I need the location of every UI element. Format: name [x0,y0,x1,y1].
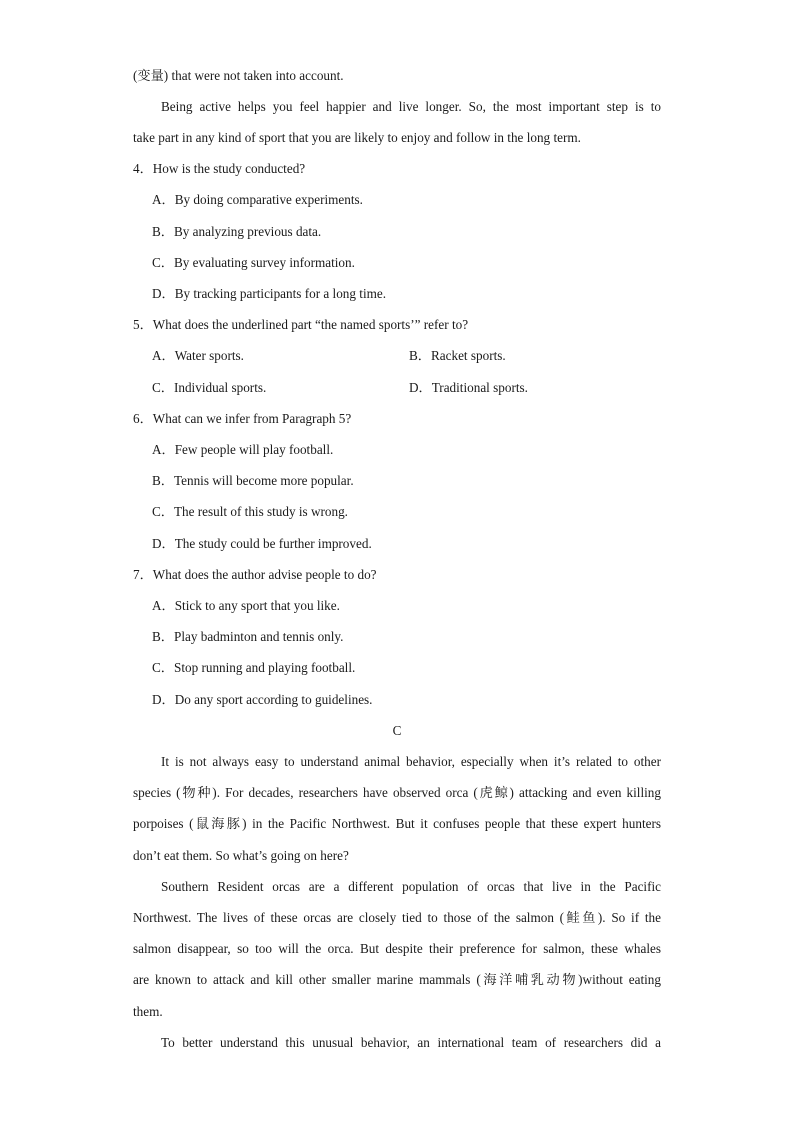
question-stem: 7．What does the author advise people to do? [133,567,377,582]
passage-line: (变量) that were not taken into account. [133,68,344,83]
answer-option: A．Few people will play football. [152,442,334,457]
answer-option: B．By analyzing previous data. [152,224,322,239]
passage-paragraph-line: don’t eat them. So what’s going on here? [133,848,349,863]
passage-paragraph-line: them. [133,1004,163,1019]
answer-option: A．By doing comparative experiments. [152,192,363,207]
passage-paragraph-line: salmon disappear, so too will the orca. But despite their preference for salmon, these whales [133,941,661,956]
passage-paragraph-line: take part in any kind of sport that you are likely to enjoy and follow in the long term. [133,130,581,145]
passage-paragraph-line: Southern Resident orcas are a different population of orcas that live in the Pacific [161,879,661,894]
answer-option: D．Traditional sports. [409,380,528,395]
answer-option: C．Stop running and playing football. [152,660,356,675]
question-stem: 5．What does the underlined part “the named sports’” refer to? [133,317,469,332]
answer-option: A．Water sports. [152,348,244,363]
passage-paragraph-line: Northwest. The lives of these orcas are closely tied to those of the salmon (鲑鱼). So if the [133,910,661,925]
passage-paragraph-line: Being active helps you feel happier and live longer. So, the most important step is to [161,99,661,114]
section-heading: C [392,723,402,738]
passage-paragraph-line: It is not always easy to understand animal behavior, especially when it’s related to other [161,754,661,769]
question-stem: 6．What can we infer from Paragraph 5? [133,411,352,426]
passage-paragraph-line: species (物种). For decades, researchers have observed orca (虎鲸) attacking and even killing [133,785,661,800]
answer-option: D．Do any sport according to guidelines. [152,692,373,707]
answer-option: A．Stick to any sport that you like. [152,598,340,613]
passage-paragraph-line: are known to attack and kill other smaller marine mammals (海洋哺乳动物)without eating [133,972,661,987]
answer-option: D．By tracking participants for a long time. [152,286,387,301]
answer-option: C．The result of this study is wrong. [152,504,348,519]
question-stem: 4．How is the study conducted? [133,161,306,176]
answer-option: B．Tennis will become more popular. [152,473,354,488]
passage-paragraph-line: porpoises (鼠海豚) in the Pacific Northwest. But it confuses people that these expert hunters [133,816,661,831]
answer-option: C．By evaluating survey information. [152,255,355,270]
answer-option: B．Racket sports. [409,348,506,363]
passage-paragraph-line: To better understand this unusual behavior, an international team of researchers did a [161,1035,661,1050]
answer-option: B．Play badminton and tennis only. [152,629,344,644]
answer-option: C．Individual sports. [152,380,267,395]
answer-option: D．The study could be further improved. [152,536,372,551]
